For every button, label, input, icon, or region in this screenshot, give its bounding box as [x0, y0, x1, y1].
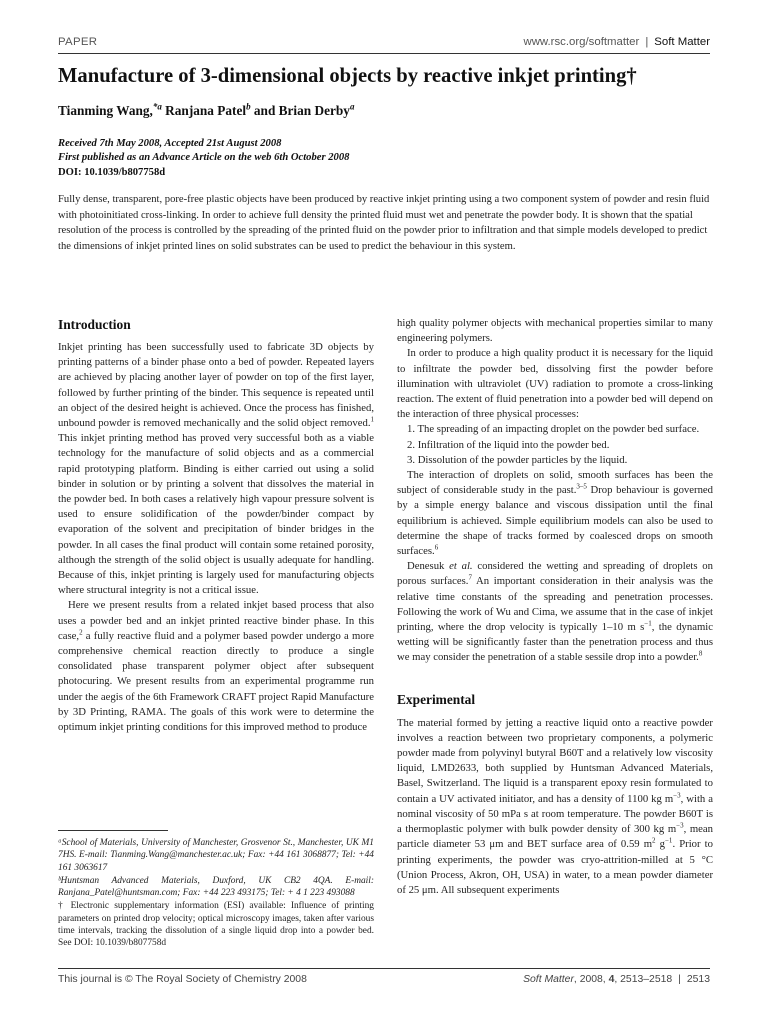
footnotes	[58, 830, 374, 951]
journal-header	[523, 36, 710, 48]
section-heading-introduction: Introduction	[58, 317, 131, 332]
journal-name: Soft Matter	[654, 36, 710, 48]
doi[interactable]: DOI: 10.1039/b807758d	[58, 166, 166, 178]
footnote-rule	[58, 830, 168, 831]
right-column	[397, 316, 713, 898]
left-column	[58, 313, 374, 735]
section-label: PAPER	[58, 36, 98, 48]
author-affiliation: a	[349, 101, 355, 112]
footnote-affiliation-a: ᵃSchool of Materials, University of Manchester, Grosvenor St., Manchester, UK M1 7HS. E-mail: Tianming.Wang@manchester.ac.uk; Fax: +44 161 3068877; Tel: +44 161 3063617	[58, 838, 374, 873]
header-separator: |	[645, 36, 649, 48]
body-paragraph: The interaction of droplets on solid, smooth surfaces has been the subject of considerable study in the past.$^{3-5}$ Drop behaviour is governed by a simple energy balance and viscous dissipation until the final equilibrium is achieved. Simple equilibrium models can also be used to determine the shape of tracks formed by coalesced drops on smooth surfaces.$^6$	[397, 469, 714, 558]
footer-year: , 2008,	[573, 974, 609, 985]
journal-url[interactable]: www.rsc.org/softmatter	[523, 36, 640, 48]
footnote-esi: † Electronic supplementary information (ESI) available: Influence of printing parameters on printed drop velocity; optical microscopy images, taken after various time intervals, tracking the dissolution of a single liquid drop into a powder bed. See DOI: 10.1039/b807758d	[58, 901, 374, 949]
body-paragraph: The material formed by jetting a reactive liquid onto a reactive powder involves a reaction between two proprietary components, a polymeric powder made from polyvinyl butyral B60T and a relatively low viscosity liquid, LMD2633, both supplied by Huntsman Advanced Materials, Basel, Switzerland. The liquid is a transparent epoxy resin formulated to contain a UV activated initiator, and has a density of 1100 kg $m^{-3}$, with a nominal viscosity of 50 mPa s at room temperature. The powder B60T is a thermoplastic polymer with bulk powder density of 300 kg $m^{-3}$, mean particle diameter 53 μm and BET surface area of 0.59 $m^2$ $g^{-1}$. Prior to printing experiments, the powder was cryo-attrition-milled at 5 °C (Union Process, Akron, OH, USA) in water, to a mean powder diameter of 25 μm. All subsequent experiments	[397, 716, 713, 896]
author-name[interactable]: and Brian Derby	[250, 103, 350, 118]
first-published-date: First published as an Advance Article on the web 6th October 2008	[58, 152, 350, 164]
publication-dates	[58, 137, 349, 180]
author-affiliation: b	[246, 101, 251, 112]
list-item: 1. The spreading of an impacting droplet on the powder bed surface.	[407, 423, 700, 436]
received-date: Received 7th May 2008, Accepted 21st August 2008	[58, 138, 282, 149]
footer-rule	[58, 968, 710, 969]
list-item: 2. Infiltration of the liquid into the powder bed.	[407, 438, 610, 451]
footer-volume: 4	[608, 974, 615, 985]
list-item: 3. Dissolution of the powder particles by the liquid.	[407, 453, 628, 466]
footer-pages: , 2513–2518	[614, 974, 673, 985]
author-name[interactable]: Tianming Wang,	[58, 103, 153, 118]
page-number: 2513	[686, 974, 710, 985]
author-name[interactable]: Ranjana Patel	[161, 103, 247, 118]
citation	[523, 974, 710, 985]
body-paragraph: high quality polymer objects with mechanical properties similar to many engineering polymers.	[397, 317, 713, 345]
footer-journal: Soft Matter	[523, 974, 574, 985]
body-paragraph: Here we present results from a related inkjet based process that also uses a powder bed and an inkjet printed reactive binder phase. In this case,$^2$ a fully reactive fluid and a polymer based powder undergo a more comprehensive chemical reaction directly to produce a single consolidated phase transparent polymer object after subsequent photocuring. We present results from an experimental programme run under the aegis of the 6th Framework CRAFT project Rapid Manufacture by 3D Printing, RAMA. The goals of this work were to determine the optimum inkjet printing conditions for this improved method to produce	[58, 599, 374, 734]
copyright-notice: This journal is © The Royal Society of Chemistry 2008	[58, 974, 307, 985]
abstract: Fully dense, transparent, pore-free plastic objects have been produced by reactive inkjet printing using a two component system of powder and resin fluid with photoinitiated cross-linking. In order to achieve full density the printed fluid must wet and penetrate the powder body. It is shown that the spatial resolution of the process is controlled by the spreading of the printed fluid on the powder prior to infiltration and that simple models developed to predict the dimensions of inkjet printed lines on solid substrates can be used to predict the behaviour in this system.	[58, 194, 710, 252]
article-title: Manufacture of 3-dimensional objects by reactive inkjet printing†	[58, 65, 637, 87]
footnote-affiliation-b: ᵇHuntsman Advanced Materials, Duxford, UK CB2 4QA. E-mail: Ranjana_Patel@huntsman.com; Fax: +44 223 493175; Tel: + 4 1 223 493088	[58, 875, 374, 899]
footer-separator: |	[678, 974, 681, 985]
body-paragraph: Inkjet printing has been successfully used to fabricate 3D objects by printing patterns of a binder phase onto a bed of powder. Repeated layers are achieved by placing another layer of powder on top of the first layer, followed by further printing of the binder. This sequence is repeated until an object of the desired height is achieved. Once the process has finished, unbound powder is removed mechanically and the solid object removed.$^1$ This inkjet printing method has proved very successful both as a viable technology for the manufacture of solid objects and as a commercial rapid prototyping platform. Binding is either carried out using a solid binder in solution or by printing a solvent that dissolves the material in the powder bed. In both cases a relatively high vapour pressure solvent is used to ensure solidification of the powder/binder compact by evaporation of the solvent and precipitation of binder bridges in the powder. In all cases the final product will contain some retained porosity, although the strength of the solid object is usually adequate for handling. Because of this, inkjet printing is largely used for manufacturing objects where structural integrity is not a critical issue.	[58, 341, 374, 597]
body-paragraph: In order to produce a high quality product it is necessary for the liquid to infiltrate the powder bed, dissolving first the powder before illumination with ultraviolet (UV) radiation to promote a cross-linking reaction. The extent of fluid penetration into a powder bed will depend on the interaction of three physical processes:	[397, 347, 713, 421]
author-affiliation: *a	[152, 101, 162, 112]
author-list	[58, 103, 354, 119]
body-paragraph: Denesuk et al. considered the wetting and spreading of droplets on porous surfaces.$^7$ An important consideration in their analysis was the relative time constants of the spreading and penetration processes. Following the work of Wu and Cima, we assume that in the case of inkjet printing, where the drop velocity is typically 1–10 m $s^{-1}$, the dynamic wetting will be significantly faster than the penetration process and thus we may consider the penetration of a stable sessile drop into a powder.$^8$	[397, 560, 713, 664]
header-rule	[58, 53, 710, 54]
section-heading-experimental: Experimental	[397, 691, 476, 707]
